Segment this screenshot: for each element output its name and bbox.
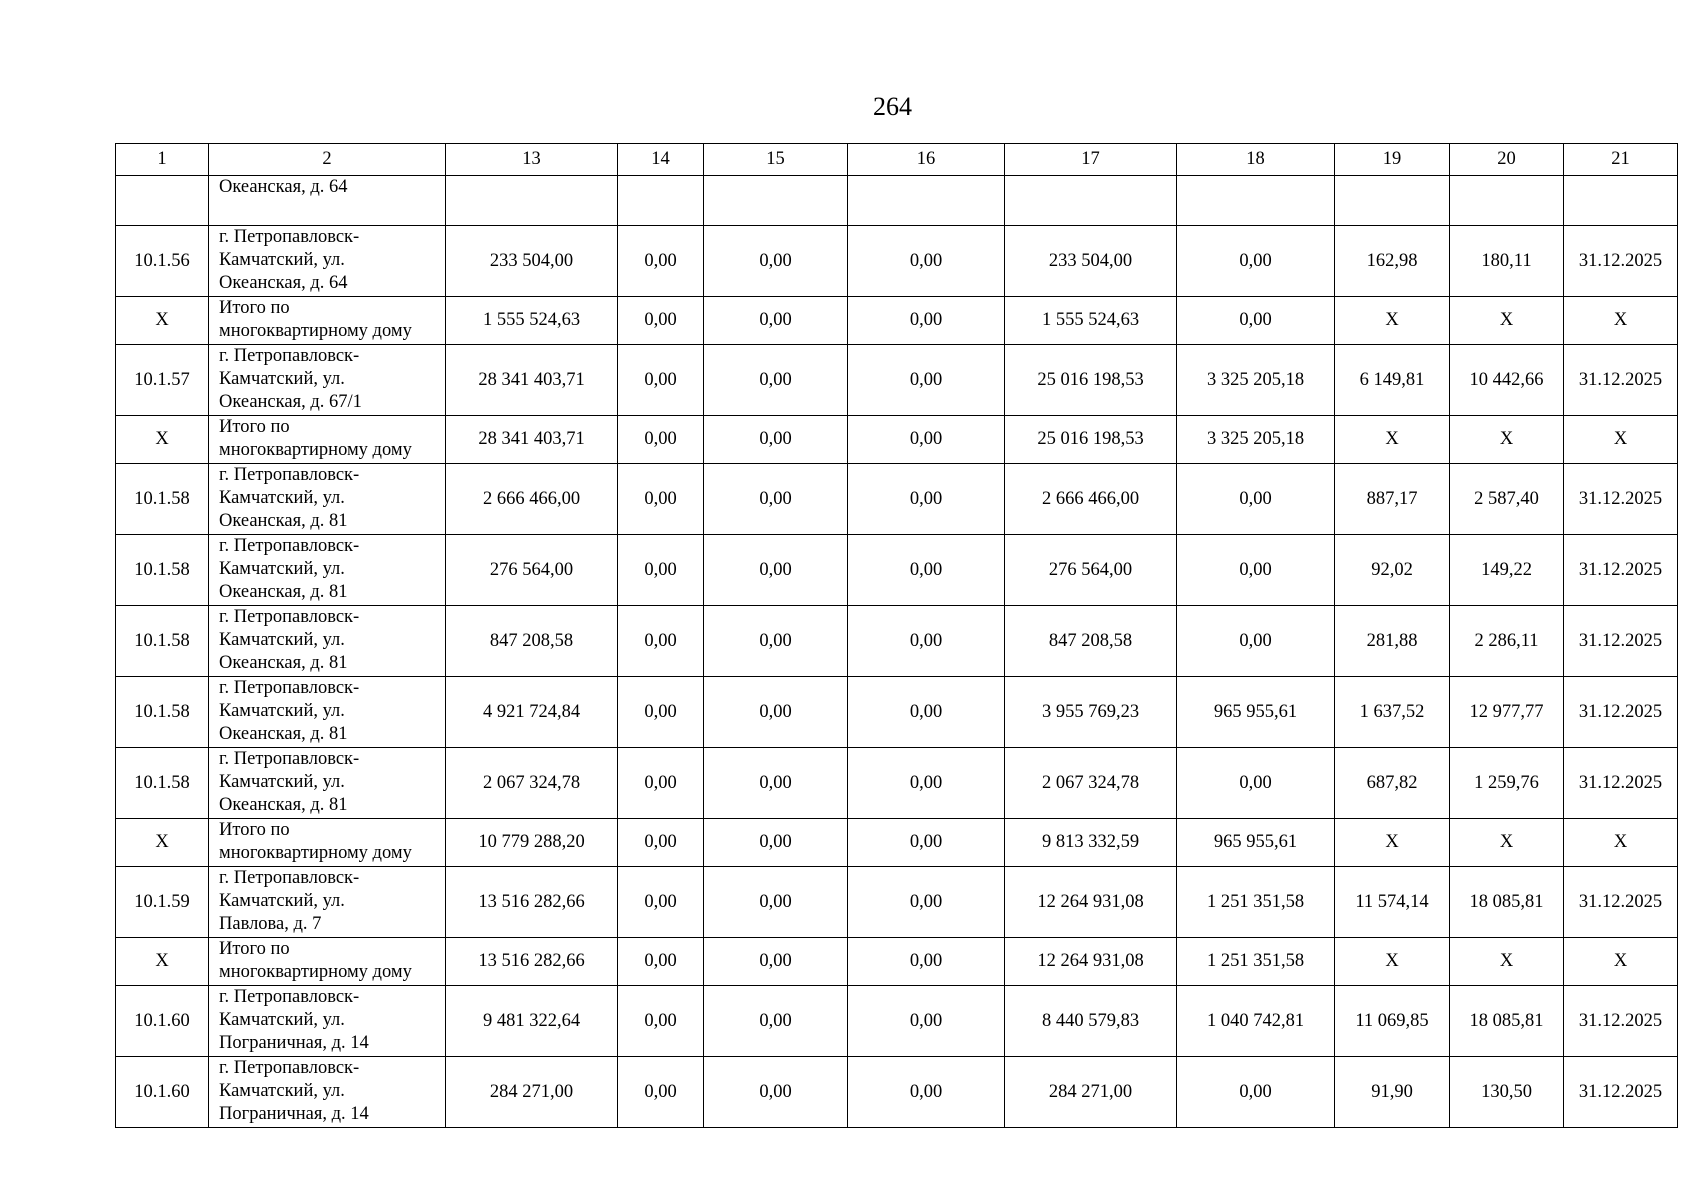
address-cell <box>209 297 446 345</box>
column-header: 15 <box>704 144 848 176</box>
date-cell: Х <box>1564 297 1678 345</box>
address-line: г. Петропавловск- <box>219 607 360 627</box>
col-14-cell: 0,00 <box>618 938 704 986</box>
col-20-cell: 2 286,11 <box>1450 606 1564 677</box>
address-line: Пограничная, д. 14 <box>219 1104 369 1124</box>
col-15-cell: 0,00 <box>704 345 848 416</box>
col-20-cell <box>1450 176 1564 226</box>
col-17-cell: 276 564,00 <box>1005 535 1177 606</box>
address-line: многоквартирному дому <box>219 321 412 341</box>
col-20-cell: 2 587,40 <box>1450 464 1564 535</box>
date-cell: 31.12.2025 <box>1564 606 1678 677</box>
col-18-cell: 0,00 <box>1177 226 1335 297</box>
col-18-cell: 0,00 <box>1177 748 1335 819</box>
date-cell: 31.12.2025 <box>1564 535 1678 606</box>
address-cell <box>209 819 446 867</box>
table-row <box>116 535 1678 606</box>
col-20-cell: Х <box>1450 938 1564 986</box>
address-line: г. Петропавловск- <box>219 465 360 485</box>
col-15-cell: 0,00 <box>704 226 848 297</box>
table-row <box>116 464 1678 535</box>
address-line: Камчатский, ул. <box>219 250 345 270</box>
col-15-cell: 0,00 <box>704 986 848 1057</box>
col-18-cell: 0,00 <box>1177 464 1335 535</box>
address-line: Камчатский, ул. <box>219 1081 345 1101</box>
table-row <box>116 297 1678 345</box>
col-16-cell: 0,00 <box>848 464 1005 535</box>
col-18-cell: 965 955,61 <box>1177 819 1335 867</box>
address-cell <box>209 606 446 677</box>
col-18-cell: 0,00 <box>1177 606 1335 677</box>
col-18-cell: 3 325 205,18 <box>1177 416 1335 464</box>
col-13-cell <box>446 176 618 226</box>
col-19-cell: 11 069,85 <box>1335 986 1450 1057</box>
address-cell <box>209 535 446 606</box>
col-16-cell: 0,00 <box>848 606 1005 677</box>
date-cell: 31.12.2025 <box>1564 464 1678 535</box>
address-line: Камчатский, ул. <box>219 1010 345 1030</box>
col-15-cell: 0,00 <box>704 748 848 819</box>
row-number-cell: 10.1.60 <box>116 1057 209 1128</box>
col-16-cell: 0,00 <box>848 938 1005 986</box>
col-14-cell: 0,00 <box>618 464 704 535</box>
col-16-cell: 0,00 <box>848 986 1005 1057</box>
col-17-cell: 1 555 524,63 <box>1005 297 1177 345</box>
col-15-cell: 0,00 <box>704 1057 848 1128</box>
col-17-cell: 847 208,58 <box>1005 606 1177 677</box>
row-number-cell: 10.1.58 <box>116 748 209 819</box>
col-17-cell: 2 067 324,78 <box>1005 748 1177 819</box>
col-16-cell: 0,00 <box>848 345 1005 416</box>
col-17-cell: 233 504,00 <box>1005 226 1177 297</box>
address-line: Павлова, д. 7 <box>219 914 322 934</box>
address-line: г. Петропавловск- <box>219 536 360 556</box>
col-16-cell: 0,00 <box>848 677 1005 748</box>
date-cell: 31.12.2025 <box>1564 226 1678 297</box>
date-cell: 31.12.2025 <box>1564 748 1678 819</box>
col-18-cell: 1 040 742,81 <box>1177 986 1335 1057</box>
col-19-cell: 11 574,14 <box>1335 867 1450 938</box>
col-13-cell: 847 208,58 <box>446 606 618 677</box>
address-line: г. Петропавловск- <box>219 678 360 698</box>
col-14-cell <box>618 176 704 226</box>
col-20-cell: 149,22 <box>1450 535 1564 606</box>
col-18-cell: 0,00 <box>1177 297 1335 345</box>
col-15-cell: 0,00 <box>704 297 848 345</box>
address-cell <box>209 176 446 226</box>
col-13-cell: 276 564,00 <box>446 535 618 606</box>
address-cell <box>209 464 446 535</box>
date-cell: 31.12.2025 <box>1564 677 1678 748</box>
col-17-cell: 25 016 198,53 <box>1005 345 1177 416</box>
address-line: Океанская, д. 81 <box>219 795 348 815</box>
address-line: Пограничная, д. 14 <box>219 1033 369 1053</box>
column-header: 16 <box>848 144 1005 176</box>
col-20-cell: Х <box>1450 297 1564 345</box>
col-13-cell: 233 504,00 <box>446 226 618 297</box>
col-19-cell: Х <box>1335 938 1450 986</box>
col-16-cell: 0,00 <box>848 416 1005 464</box>
address-line: Океанская, д. 64 <box>219 273 348 293</box>
col-20-cell: 18 085,81 <box>1450 986 1564 1057</box>
row-number-cell: 10.1.58 <box>116 677 209 748</box>
column-header: 17 <box>1005 144 1177 176</box>
address-line: Камчатский, ул. <box>219 488 345 508</box>
col-17-cell: 12 264 931,08 <box>1005 867 1177 938</box>
date-cell: 31.12.2025 <box>1564 345 1678 416</box>
col-13-cell: 28 341 403,71 <box>446 345 618 416</box>
column-header: 14 <box>618 144 704 176</box>
header-row <box>116 144 1678 176</box>
col-16-cell: 0,00 <box>848 1057 1005 1128</box>
col-13-cell: 10 779 288,20 <box>446 819 618 867</box>
date-cell <box>1564 176 1678 226</box>
address-line: многоквартирному дому <box>219 962 412 982</box>
column-header: 13 <box>446 144 618 176</box>
col-14-cell: 0,00 <box>618 748 704 819</box>
col-19-cell: 281,88 <box>1335 606 1450 677</box>
col-13-cell: 1 555 524,63 <box>446 297 618 345</box>
address-cell <box>209 226 446 297</box>
address-line: Камчатский, ул. <box>219 891 345 911</box>
col-16-cell: 0,00 <box>848 297 1005 345</box>
col-19-cell: Х <box>1335 416 1450 464</box>
col-14-cell: 0,00 <box>618 345 704 416</box>
table-row <box>116 986 1678 1057</box>
address-line: г. Петропавловск- <box>219 227 360 247</box>
address-cell <box>209 677 446 748</box>
table-row <box>116 345 1678 416</box>
address-line: г. Петропавловск- <box>219 987 360 1007</box>
col-19-cell: 91,90 <box>1335 1057 1450 1128</box>
address-line: Океанская, д. 81 <box>219 511 348 531</box>
row-number-cell: 10.1.58 <box>116 535 209 606</box>
address-cell <box>209 986 446 1057</box>
col-16-cell: 0,00 <box>848 867 1005 938</box>
address-line: Океанская, д. 67/1 <box>219 392 362 412</box>
row-number-cell <box>116 176 209 226</box>
address-line: Океанская, д. 81 <box>219 724 348 744</box>
table-row <box>116 226 1678 297</box>
col-16-cell <box>848 176 1005 226</box>
address-line: Океанская, д. 81 <box>219 653 348 673</box>
col-17-cell: 25 016 198,53 <box>1005 416 1177 464</box>
date-cell: 31.12.2025 <box>1564 1057 1678 1128</box>
column-header: 19 <box>1335 144 1450 176</box>
address-cell <box>209 938 446 986</box>
table-row <box>116 938 1678 986</box>
table-row <box>116 416 1678 464</box>
col-13-cell: 284 271,00 <box>446 1057 618 1128</box>
col-19-cell <box>1335 176 1450 226</box>
row-number-cell: 10.1.58 <box>116 464 209 535</box>
address-line: Итого по <box>219 298 290 318</box>
address-line: Камчатский, ул. <box>219 369 345 389</box>
row-number-cell: 10.1.58 <box>116 606 209 677</box>
col-19-cell: 6 149,81 <box>1335 345 1450 416</box>
column-header: 1 <box>116 144 209 176</box>
address-line: Океанская, д. 81 <box>219 582 348 602</box>
row-number-cell: Х <box>116 938 209 986</box>
col-17-cell: 9 813 332,59 <box>1005 819 1177 867</box>
address-line: г. Петропавловск- <box>219 868 360 888</box>
col-18-cell: 965 955,61 <box>1177 677 1335 748</box>
col-14-cell: 0,00 <box>618 677 704 748</box>
col-20-cell: 130,50 <box>1450 1057 1564 1128</box>
row-number-cell: 10.1.57 <box>116 345 209 416</box>
column-header: 20 <box>1450 144 1564 176</box>
address-cell <box>209 1057 446 1128</box>
col-16-cell: 0,00 <box>848 748 1005 819</box>
date-cell: Х <box>1564 416 1678 464</box>
col-19-cell: Х <box>1335 819 1450 867</box>
col-15-cell: 0,00 <box>704 606 848 677</box>
col-13-cell: 13 516 282,66 <box>446 938 618 986</box>
col-15-cell: 0,00 <box>704 867 848 938</box>
address-cell <box>209 748 446 819</box>
col-19-cell: 162,98 <box>1335 226 1450 297</box>
row-number-cell: Х <box>116 416 209 464</box>
col-13-cell: 2 666 466,00 <box>446 464 618 535</box>
table-body <box>116 176 1678 1128</box>
col-14-cell: 0,00 <box>618 1057 704 1128</box>
col-17-cell: 2 666 466,00 <box>1005 464 1177 535</box>
col-18-cell: 1 251 351,58 <box>1177 867 1335 938</box>
address-line: многоквартирному дому <box>219 843 412 863</box>
address-cell <box>209 416 446 464</box>
date-cell: Х <box>1564 938 1678 986</box>
col-20-cell: 180,11 <box>1450 226 1564 297</box>
address-line: г. Петропавловск- <box>219 346 360 366</box>
date-cell: 31.12.2025 <box>1564 867 1678 938</box>
address-line: Камчатский, ул. <box>219 772 345 792</box>
col-16-cell: 0,00 <box>848 535 1005 606</box>
column-header: 2 <box>209 144 446 176</box>
col-17-cell: 12 264 931,08 <box>1005 938 1177 986</box>
address-line: Итого по <box>219 939 290 959</box>
address-line: г. Петропавловск- <box>219 1058 360 1078</box>
column-header: 21 <box>1564 144 1678 176</box>
address-line: Океанская, д. 64 <box>219 177 348 197</box>
col-20-cell: 10 442,66 <box>1450 345 1564 416</box>
col-19-cell: 92,02 <box>1335 535 1450 606</box>
address-cell <box>209 345 446 416</box>
col-17-cell: 3 955 769,23 <box>1005 677 1177 748</box>
col-14-cell: 0,00 <box>618 867 704 938</box>
col-14-cell: 0,00 <box>618 535 704 606</box>
col-18-cell: 3 325 205,18 <box>1177 345 1335 416</box>
address-line: Камчатский, ул. <box>219 630 345 650</box>
col-15-cell: 0,00 <box>704 938 848 986</box>
column-header: 18 <box>1177 144 1335 176</box>
table-row <box>116 606 1678 677</box>
col-17-cell: 8 440 579,83 <box>1005 986 1177 1057</box>
col-17-cell: 284 271,00 <box>1005 1057 1177 1128</box>
table-row <box>116 176 1678 226</box>
col-14-cell: 0,00 <box>618 606 704 677</box>
col-15-cell: 0,00 <box>704 464 848 535</box>
date-cell: 31.12.2025 <box>1564 986 1678 1057</box>
row-number-cell: 10.1.60 <box>116 986 209 1057</box>
table-row <box>116 819 1678 867</box>
col-19-cell: 887,17 <box>1335 464 1450 535</box>
row-number-cell: 10.1.56 <box>116 226 209 297</box>
address-line: Камчатский, ул. <box>219 559 345 579</box>
row-number-cell: 10.1.59 <box>116 867 209 938</box>
col-14-cell: 0,00 <box>618 819 704 867</box>
page-number: 264 <box>873 92 912 121</box>
col-19-cell: 1 637,52 <box>1335 677 1450 748</box>
col-13-cell: 9 481 322,64 <box>446 986 618 1057</box>
col-16-cell: 0,00 <box>848 819 1005 867</box>
col-20-cell: Х <box>1450 819 1564 867</box>
col-13-cell: 2 067 324,78 <box>446 748 618 819</box>
col-15-cell <box>704 176 848 226</box>
col-19-cell: 687,82 <box>1335 748 1450 819</box>
col-14-cell: 0,00 <box>618 416 704 464</box>
col-20-cell: 1 259,76 <box>1450 748 1564 819</box>
col-20-cell: 18 085,81 <box>1450 867 1564 938</box>
col-18-cell: 1 251 351,58 <box>1177 938 1335 986</box>
table-row <box>116 867 1678 938</box>
table-row <box>116 1057 1678 1128</box>
col-20-cell: 12 977,77 <box>1450 677 1564 748</box>
row-number-cell: Х <box>116 297 209 345</box>
col-17-cell <box>1005 176 1177 226</box>
date-cell: Х <box>1564 819 1678 867</box>
col-16-cell: 0,00 <box>848 226 1005 297</box>
col-18-cell <box>1177 176 1335 226</box>
col-14-cell: 0,00 <box>618 226 704 297</box>
col-15-cell: 0,00 <box>704 819 848 867</box>
address-line: Итого по <box>219 417 290 437</box>
col-14-cell: 0,00 <box>618 986 704 1057</box>
address-cell <box>209 867 446 938</box>
row-number-cell: Х <box>116 819 209 867</box>
table-row <box>116 748 1678 819</box>
address-line: г. Петропавловск- <box>219 749 360 769</box>
col-13-cell: 13 516 282,66 <box>446 867 618 938</box>
col-15-cell: 0,00 <box>704 535 848 606</box>
col-18-cell: 0,00 <box>1177 1057 1335 1128</box>
col-13-cell: 4 921 724,84 <box>446 677 618 748</box>
col-18-cell: 0,00 <box>1177 535 1335 606</box>
address-line: Итого по <box>219 820 290 840</box>
col-13-cell: 28 341 403,71 <box>446 416 618 464</box>
col-15-cell: 0,00 <box>704 416 848 464</box>
data-table <box>115 143 1678 1128</box>
col-14-cell: 0,00 <box>618 297 704 345</box>
col-15-cell: 0,00 <box>704 677 848 748</box>
address-line: многоквартирному дому <box>219 440 412 460</box>
col-19-cell: Х <box>1335 297 1450 345</box>
col-20-cell: Х <box>1450 416 1564 464</box>
address-line: Камчатский, ул. <box>219 701 345 721</box>
table-row <box>116 677 1678 748</box>
